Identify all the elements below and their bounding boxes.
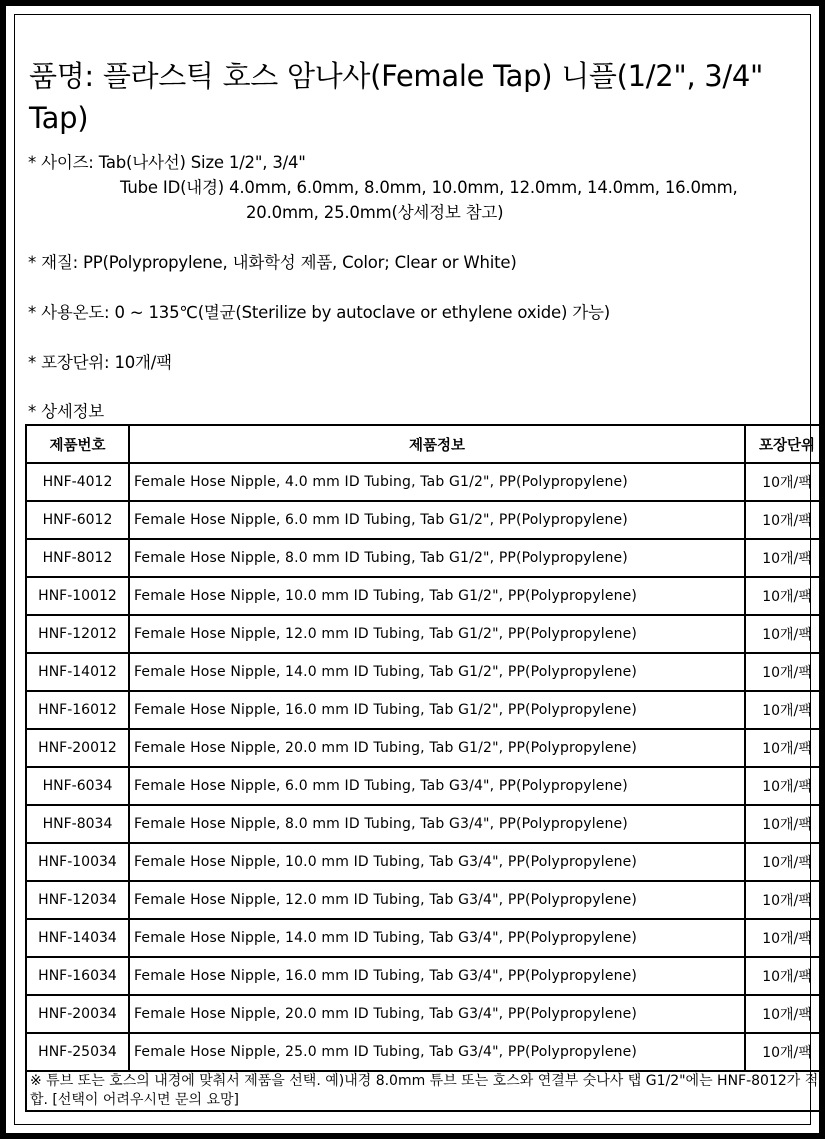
product-code: HNF-12012 [26,615,129,653]
table-row [26,615,825,653]
frame-gap [6,6,819,1133]
product-code: HNF-10012 [26,577,129,615]
product-info: Female Hose Nipple, 8.0 mm ID Tubing, Tab G1/2", PP(Polypropylene) [129,539,745,577]
product-code: HNF-20034 [26,995,129,1033]
packaging-unit: 10개/팩 [745,691,825,729]
product-info: Female Hose Nipple, 10.0 mm ID Tubing, Tab G3/4", PP(Polypropylene) [129,843,745,881]
product-code: HNF-25034 [26,1033,129,1071]
product-info: Female Hose Nipple, 6.0 mm ID Tubing, Tab G3/4", PP(Polypropylene) [129,767,745,805]
table-row [26,805,825,843]
spec-material: * 재질: PP(Polypropylene, 내화학성 제품, Color; Clear or White) [28,253,517,272]
product-info: Female Hose Nipple, 10.0 mm ID Tubing, Tab G1/2", PP(Polypropylene) [129,577,745,615]
product-info: Female Hose Nipple, 4.0 mm ID Tubing, Tab G1/2", PP(Polypropylene) [129,463,745,501]
product-info: Female Hose Nipple, 16.0 mm ID Tubing, Tab G3/4", PP(Polypropylene) [129,957,745,995]
table-row [26,691,825,729]
table-row [26,1033,825,1071]
product-info: Female Hose Nipple, 14.0 mm ID Tubing, Tab G1/2", PP(Polypropylene) [129,653,745,691]
packaging-unit: 10개/팩 [745,463,825,501]
product-info: Female Hose Nipple, 20.0 mm ID Tubing, Tab G3/4", PP(Polypropylene) [129,995,745,1033]
packaging-unit: 10개/팩 [745,501,825,539]
table-row [26,919,825,957]
product-code: HNF-8012 [26,539,129,577]
product-code: HNF-12034 [26,881,129,919]
product-info: Female Hose Nipple, 12.0 mm ID Tubing, Tab G3/4", PP(Polypropylene) [129,881,745,919]
product-code: HNF-10034 [26,843,129,881]
product-info: Female Hose Nipple, 8.0 mm ID Tubing, Tab G3/4", PP(Polypropylene) [129,805,745,843]
packaging-unit: 10개/팩 [745,881,825,919]
table-row [26,729,825,767]
product-code: HNF-6034 [26,767,129,805]
product-table [25,424,825,1112]
packaging-unit: 10개/팩 [745,729,825,767]
product-code: HNF-8034 [26,805,129,843]
product-info: Female Hose Nipple, 12.0 mm ID Tubing, Tab G1/2", PP(Polypropylene) [129,615,745,653]
table-row [26,577,825,615]
packaging-unit: 10개/팩 [745,957,825,995]
spec-details-heading: * 상세정보 [28,402,105,421]
packaging-unit: 10개/팩 [745,615,825,653]
table-row [26,843,825,881]
table-row [26,501,825,539]
header-packaging-unit: 포장단위 [745,425,825,463]
product-info: Female Hose Nipple, 6.0 mm ID Tubing, Tab G1/2", PP(Polypropylene) [129,501,745,539]
product-code: HNF-16034 [26,957,129,995]
product-info: Female Hose Nipple, 16.0 mm ID Tubing, Tab G1/2", PP(Polypropylene) [129,691,745,729]
spec-size-tube-id-cont: 20.0mm, 25.0mm(상세정보 참고) [246,203,504,222]
packaging-unit: 10개/팩 [745,843,825,881]
packaging-unit: 10개/팩 [745,653,825,691]
table-header-row [26,425,825,463]
product-title: 품명: 플라스틱 호스 암나사(Female Tap) 니플(1/2", 3/4" Tap) [29,59,764,135]
packaging-unit: 10개/팩 [745,919,825,957]
product-info: Female Hose Nipple, 20.0 mm ID Tubing, Tab G1/2", PP(Polypropylene) [129,729,745,767]
table-row [26,957,825,995]
packaging-unit: 10개/팩 [745,577,825,615]
selection-footnote: ※ 튜브 또는 호스의 내경에 맞춰서 제품을 선택. 예)내경 8.0mm 튜브 또는 호스와 연결부 숫나사 탭 G1/2"에는 HNF-8012가 적합. [선택이 어려우시면 문의 요망] [26,1071,825,1111]
packaging-unit: 10개/팩 [745,539,825,577]
spec-temperature: * 사용온도: 0 ~ 135℃(멸균(Sterilize by autoclave or ethylene oxide) 가능) [28,303,610,322]
header-product-info: 제품정보 [129,425,745,463]
packaging-unit: 10개/팩 [745,767,825,805]
product-info: Female Hose Nipple, 25.0 mm ID Tubing, Tab G3/4", PP(Polypropylene) [129,1033,745,1071]
spec-size: * 사이즈: Tab(나사선) Size 1/2", 3/4" [28,153,306,172]
product-info: Female Hose Nipple, 14.0 mm ID Tubing, Tab G3/4", PP(Polypropylene) [129,919,745,957]
table-row [26,539,825,577]
product-code: HNF-6012 [26,501,129,539]
product-code: HNF-16012 [26,691,129,729]
footnote-row [26,1071,825,1111]
packaging-unit: 10개/팩 [745,805,825,843]
spec-size-tube-id: Tube ID(내경) 4.0mm, 6.0mm, 8.0mm, 10.0mm, 12.0mm, 14.0mm, 16.0mm, [120,178,738,197]
product-sheet [25,25,819,1113]
table-row [26,881,825,919]
frame-inner-line [14,14,819,1125]
header-product-code: 제품번호 [26,425,129,463]
table-row [26,767,825,805]
product-code: HNF-20012 [26,729,129,767]
table-row [26,463,825,501]
packaging-unit: 10개/팩 [745,1033,825,1071]
product-code: HNF-14012 [26,653,129,691]
product-code: HNF-4012 [26,463,129,501]
table-row [26,995,825,1033]
table-row [26,653,825,691]
product-code: HNF-14034 [26,919,129,957]
spec-packaging: * 포장단위: 10개/팩 [28,353,172,372]
packaging-unit: 10개/팩 [745,995,825,1033]
